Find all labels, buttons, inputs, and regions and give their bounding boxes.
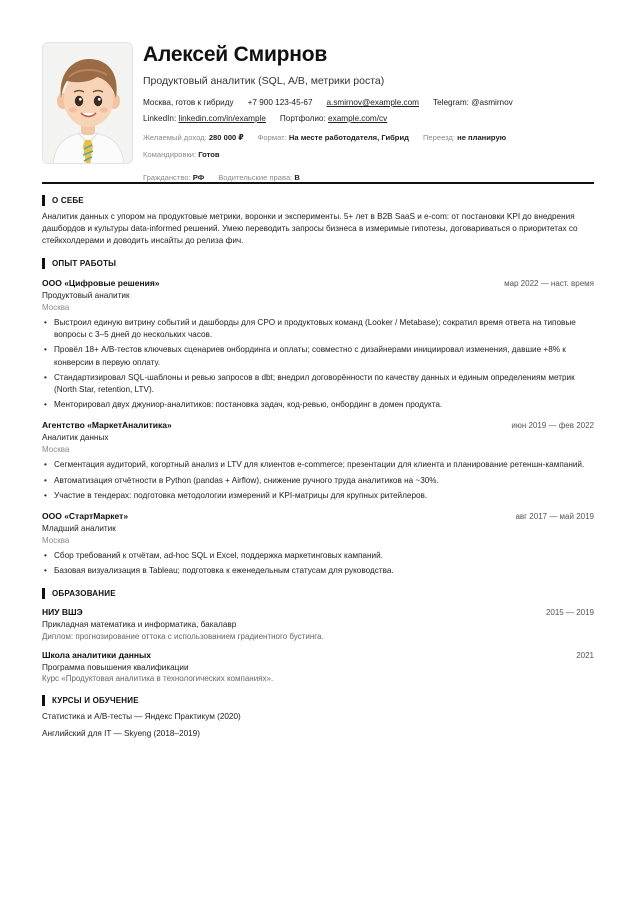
list-item: • Базовая визуализация в Tableau; подготовка к еженедельным статусам для руководства. [42,565,594,577]
citizenship-value: РФ [192,173,205,182]
course-item: Статистика и A/B-тесты — Яндекс Практикум (2020) [42,712,241,722]
format-label: Формат: [257,133,287,142]
contact-block [143,42,594,183]
contact-row-links [143,113,594,124]
education-program: Прикладная математика и информатика, бакалавр [42,620,237,630]
job-company: ООО «СтартМаркет» [42,511,129,522]
salary-label: Желаемый доход: [143,133,207,142]
section-marker [42,588,45,599]
trips-label: Командировки: [143,150,197,159]
candidate-role: Продуктовый аналитик (SQL, A/B, метрики роста) [143,75,385,87]
job-bullets [42,317,594,411]
job-entry [42,510,594,577]
license-value: B [294,173,300,182]
list-item: • Автоматизация отчётности в Python (pandas + Airflow), снижение ручного труда аналитиков на ~30%. [42,475,594,487]
list-item: • Выстроил единую витрину событий и дашборды для CPO и продуктовых команд (Looker / Metabase); сократил время ответа на типовые вопросы с 3–5 дней до нескольких часов. [42,317,594,341]
school-name: Школа аналитики данных [42,649,151,660]
trips-value: Готов [198,150,220,159]
about-section [42,195,594,247]
list-item: • Участие в тендерах: подготовка методологии измерений и KPI-матрицы для крупных ритейлеров. [42,490,594,502]
education-entry [42,649,594,685]
education-note: Курс «Продуктовая аналитика в технологических компаниях». [42,674,274,684]
job-bullets [42,550,594,577]
phone-text: +7 900 123-45-67 [247,98,313,107]
job-entry [42,277,594,411]
course-item: Английский для IT — Skyeng (2018–2019) [42,729,200,739]
resume-header [42,42,594,182]
candidate-name: Алексей Смирнов [143,43,328,66]
citizenship-label: Гражданство: [143,173,191,182]
list-item: • Сбор требований к отчётам, ad-hoc SQL и Excel, поддержка маркетинговых кампаний. [42,550,594,562]
list-item: • Стандартизировал SQL-шаблоны и ревью запросов в dbt; внедрил договорённости по качеству данных и единым определениям метрик (North Star, retention, LTV). [42,372,594,396]
section-marker [42,258,45,269]
job-bullets [42,459,594,502]
license-label: Водительские права: [218,173,293,182]
relocation-value: не планирую [457,133,507,142]
portfolio-link[interactable]: example.com/cv [328,114,388,123]
job-position: Аналитик данных [42,433,109,443]
job-position: Продуктовый аналитик [42,291,130,300]
location-text: Москва, готов к гибриду [143,98,234,107]
format-value: На месте работодателя, Гибрид [288,133,409,142]
portfolio-label: Портфолио: [279,114,326,123]
job-dates: июн 2019 — фев 2022 [511,421,594,431]
section-title [42,195,594,206]
trips-row [143,149,594,160]
education-program: Программа повышения квалификации [42,662,189,672]
education-title: ОБРАЗОВАНИЕ [52,589,116,599]
email-link[interactable]: a.smirnov@example.com [326,98,419,107]
job-position: Младший аналитик [42,524,116,534]
section-marker [42,195,45,206]
experience-section [42,258,594,577]
job-entry [42,419,594,502]
job-company: ООО «Цифровые решения» [42,278,160,288]
education-section [42,588,594,684]
courses-section [42,695,594,740]
contact-row-main [143,97,594,108]
job-dates: авг 2017 — май 2019 [515,512,594,522]
job-location: Москва [42,444,70,454]
list-item: • Менторировал двух джуниор-аналитиков: постановка задач, код-ревью, онбординг в домен продукта. [42,399,594,411]
education-note: Диплом: прогнозирование оттока с использованием градиентного бустинга. [42,631,324,641]
telegram-label: Telegram: [433,98,469,107]
salary-value: 280 000 ₽ [208,133,244,142]
job-dates: мар 2022 — наст. время [504,279,594,288]
section-title [42,695,594,706]
job-location: Москва [42,535,70,545]
job-company: Агентство «МаркетАналитика» [42,420,172,431]
linkedin-link[interactable]: linkedin.com/in/example [178,114,266,123]
avatar [42,42,133,164]
education-dates: 2015 — 2019 [545,608,594,618]
about-title: О СЕБЕ [52,196,84,205]
school-name: НИУ ВШЭ [42,607,83,618]
telegram-handle: @asmirnov [471,98,513,107]
about-text: Аналитик данных с упором на продуктовые метрики, воронки и эксперименты. 5+ лет в B2B SaaS и e-com: от постановки KPI до внедрения дашбордов и культуры data-informed решений. Умею переводить запросы бизнеса в измеримые гипотезы, договариваться о приоритетах со стейкхолдерами и доводить инсайты до релиза фич. [42,212,578,245]
preferences-row [143,132,594,143]
citizenship-row [143,172,594,183]
education-dates: 2021 [576,650,594,660]
section-title [42,258,594,269]
list-item: • Провёл 18+ A/B-тестов ключевых сценариев онбординга и оплаты; совместно с дизайнерами инициировал изменения, давшие +8% к конверсии в первую оплату. [42,344,594,368]
job-location: Москва [42,302,70,312]
linkedin-label: LinkedIn: [143,114,177,123]
list-item: • Сегментация аудиторий, когортный анализ и LTV для клиентов e-commerce; презентации для клиента и планирование ретеншн-кампаний. [42,459,594,471]
section-marker [42,695,45,706]
experience-title: ОПЫТ РАБОТЫ [52,259,117,268]
courses-title: КУРСЫ И ОБУЧЕНИЕ [52,696,139,706]
section-title [42,588,594,599]
relocation-label: Переезд: [422,133,455,142]
education-entry [42,606,594,642]
